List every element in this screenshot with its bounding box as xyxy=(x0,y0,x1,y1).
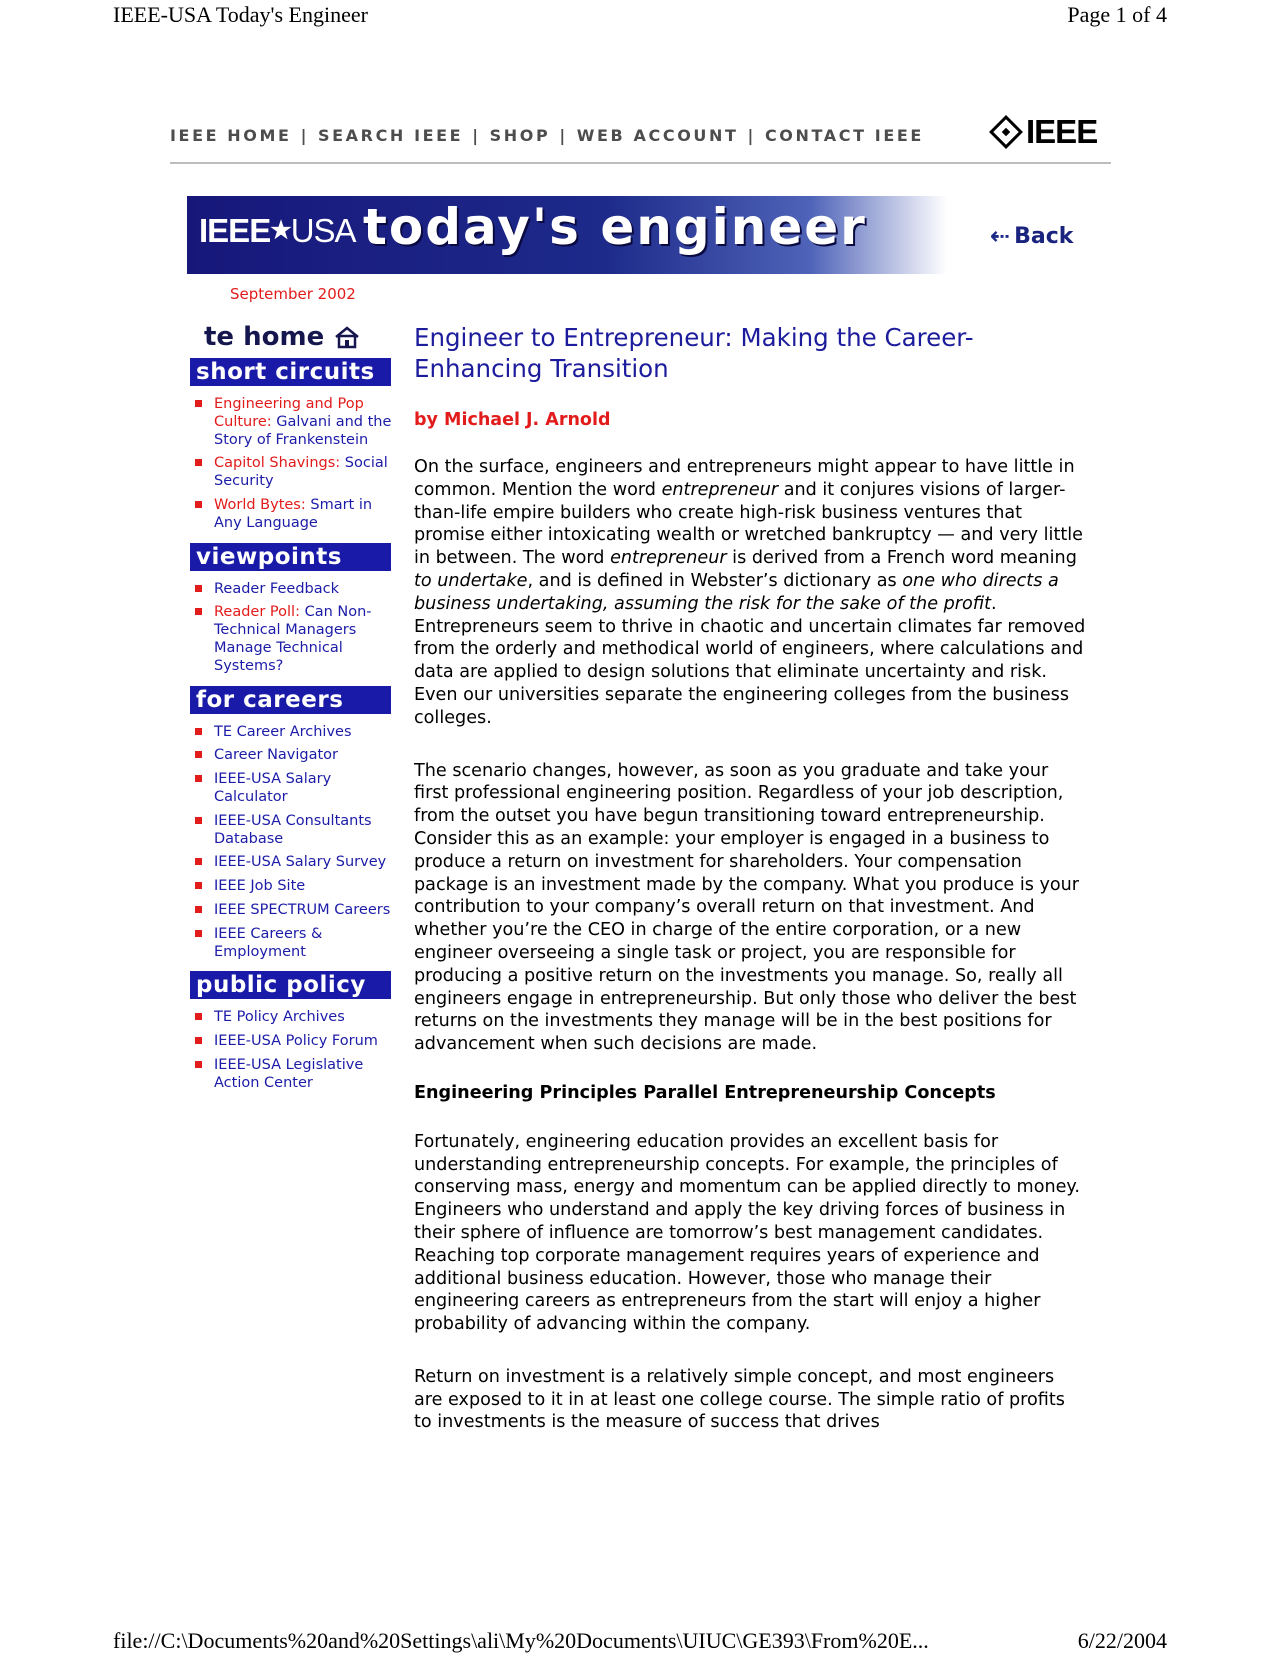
sidebar-link-policy-forum[interactable] xyxy=(190,1033,398,1051)
nav-divider xyxy=(170,162,1111,164)
star-icon: ★ xyxy=(270,217,291,244)
link-title: Smart in Any Language xyxy=(214,496,373,531)
back-label: Back xyxy=(1014,223,1074,249)
sidebar xyxy=(190,318,398,1103)
section-heading-public-policy: public policy xyxy=(190,971,391,999)
article-paragraph: The scenario changes, however, as soon as you graduate and take your first professional engineering position. Regardless of your job description, from the outset you have begun transitioning toward entrepreneurship. Consider this as an example: your employer is engaged in a business to produce a return on investment for shareholders. Your compensation package is an investment made by the company. What you produce is your contribution to your company’s overall return on that investment. And whether you’re the CEO in charge of the entire corporation, or a new engineer overseeing a single task or project, you are responsible for producing a positive return on the investments you manage. So, really all engineers engage in entrepreneurship. But only those who deliver the best returns on the investments they manage will be in the best positions for advancement when such decisions are made. xyxy=(414,760,1080,1055)
brand-usa: USA xyxy=(290,212,356,249)
short-circuits-list xyxy=(190,396,398,533)
link-title: IEEE-USA Legislative Action Center xyxy=(214,1056,364,1091)
back-arrow-icon: ⇠ xyxy=(990,222,1011,250)
link-title: IEEE-USA Salary Survey xyxy=(214,854,387,871)
sidebar-link-careers-employment[interactable] xyxy=(190,926,398,962)
link-kicker: World Bytes: xyxy=(214,496,311,513)
print-footer-path: file://C:\Documents%20and%20Settings\ali\My%20Documents\UIUC\GE393\From%20E... xyxy=(113,1628,929,1653)
nav-contact-ieee[interactable]: CONTACT IEEE xyxy=(764,126,924,145)
sidebar-link-te-career-archives[interactable] xyxy=(190,724,398,742)
link-title: IEEE SPECTRUM Careers xyxy=(214,901,391,918)
nav-separator: | xyxy=(300,126,310,145)
italic-run: entrepreneur xyxy=(661,479,779,500)
italic-run: to undertake xyxy=(414,570,528,591)
article-title: Engineer to Entrepreneur: Making the Career-Enhancing Transition xyxy=(414,323,974,383)
sidebar-link-pop-culture[interactable] xyxy=(190,396,398,449)
italic-run: entrepreneur xyxy=(610,548,727,569)
print-footer xyxy=(113,1628,1167,1658)
link-title: TE Career Archives xyxy=(214,723,352,740)
issue-date: September 2002 xyxy=(230,285,356,303)
link-title: IEEE-USA Salary Calculator xyxy=(214,771,332,805)
nav-ieee-home[interactable]: IEEE HOME xyxy=(170,126,292,145)
viewpoints-list xyxy=(190,581,398,676)
link-title: IEEE-USA Consultants Database xyxy=(214,812,372,847)
nav-shop[interactable]: SHOP xyxy=(489,126,551,145)
link-title: Can Non-Technical Managers Manage Technical Systems? xyxy=(214,604,372,674)
link-kicker: Reader Poll: xyxy=(214,604,305,621)
brand-ieee: IEEE xyxy=(199,212,271,249)
sidebar-link-career-navigator[interactable] xyxy=(190,747,398,765)
todays-engineer-banner xyxy=(187,196,947,274)
sidebar-link-te-policy-archives[interactable] xyxy=(190,1009,398,1027)
print-header-title: IEEE-USA Today's Engineer xyxy=(113,2,368,27)
sidebar-link-legislative-action-center[interactable] xyxy=(190,1057,398,1093)
article-paragraph: Fortunately, engineering education provides an excellent basis for understanding entrepreneurship concepts. For example, the principles of conserving mass, energy and momentum can be applied directly to money. Engineers who understand and apply the key driving forces of business in their sphere of influence are tomorrow’s best management candidates. Reaching top corporate management requires years of experience and additional business education. However, those who manage their engineering careers as entrepreneurs from the start will enjoy a higher probability of advancing within the company. xyxy=(414,1131,1080,1335)
article-byline: by Michael J. Arnold xyxy=(414,410,611,430)
ieee-logo[interactable] xyxy=(994,112,1114,152)
nav-search-ieee[interactable]: SEARCH IEEE xyxy=(318,126,464,145)
text-run: , and is defined in Webster’s dictionary as xyxy=(527,570,903,591)
top-navigation xyxy=(170,126,924,145)
text-run: . Entrepreneurs seem to thrive in chaotic and uncertain climates far removed from the orderly and methodical world of engineers, where calculations and data are applied to design solutions that eliminate uncertainty and risk. Even our universities separate the engineering colleges from the business colleges. xyxy=(414,593,1086,728)
link-title: TE Policy Archives xyxy=(214,1009,345,1026)
text-run: is derived from a French word meaning xyxy=(726,548,1077,569)
te-home-label: te home xyxy=(204,322,325,352)
section-heading-viewpoints: viewpoints xyxy=(190,543,391,571)
ieee-logo-text: IEEE xyxy=(1026,113,1098,150)
link-title: Social Security xyxy=(214,455,388,490)
article xyxy=(414,322,1086,1434)
nav-separator: | xyxy=(472,126,481,145)
banner-title: today's engineer xyxy=(363,198,867,256)
sidebar-link-job-site[interactable] xyxy=(190,878,398,896)
print-header-page: Page 1 of 4 xyxy=(1067,2,1167,27)
nav-web-account[interactable]: WEB ACCOUNT xyxy=(576,126,739,145)
te-home-link[interactable] xyxy=(204,318,398,356)
article-subheading: Engineering Principles Parallel Entrepreneurship Concepts xyxy=(414,1082,996,1103)
link-title: IEEE Job Site xyxy=(214,878,306,895)
print-header xyxy=(113,2,1167,32)
nav-separator: | xyxy=(747,126,756,145)
sidebar-link-consultants-database[interactable] xyxy=(190,813,398,849)
link-kicker: Engineering and Pop Culture: xyxy=(214,396,364,430)
text-run: On the surface, engineers and entrepreneurs might appear to have little in common. Mention the word xyxy=(414,457,1075,500)
italic-run: one who directs a business undertaking, assuming the risk for the sake of the profit xyxy=(414,570,1059,614)
section-heading-for-careers: for careers xyxy=(190,686,391,714)
sidebar-link-spectrum-careers[interactable] xyxy=(190,902,398,920)
article-paragraph xyxy=(414,456,1086,730)
link-title: Career Navigator xyxy=(214,747,339,764)
nav-separator: | xyxy=(559,126,568,145)
link-title: Galvani and the Story of Frankenstein xyxy=(214,413,392,448)
ieee-usa-brand xyxy=(199,212,356,250)
text-run: and it conjures visions of larger-than-life empire builders who create high-risk business ventures that promise either intoxicating wealth or wretched bankruptcy — and very little in between. The word xyxy=(414,479,1083,569)
article-paragraph: Return on investment is a relatively simple concept, and most engineers are exposed to it in at least one college course. The simple ratio of profits to investments is the measure of success that drives xyxy=(414,1366,1065,1433)
ieee-diamond-icon xyxy=(989,115,1023,149)
section-heading-short-circuits: short circuits xyxy=(190,358,391,386)
careers-list xyxy=(190,724,398,962)
back-button[interactable] xyxy=(990,222,1073,250)
sidebar-link-reader-feedback[interactable] xyxy=(190,581,398,599)
sidebar-link-world-bytes[interactable] xyxy=(190,497,398,533)
link-title: IEEE-USA Policy Forum xyxy=(214,1033,378,1050)
print-footer-date: 6/22/2004 xyxy=(1077,1628,1167,1653)
link-title: Reader Feedback xyxy=(214,580,339,597)
sidebar-link-salary-calculator[interactable] xyxy=(190,771,398,807)
sidebar-link-salary-survey[interactable] xyxy=(190,854,398,872)
house-icon xyxy=(334,325,360,349)
policy-list xyxy=(190,1009,398,1092)
sidebar-link-capitol-shavings[interactable] xyxy=(190,455,398,491)
link-kicker: Capitol Shavings: xyxy=(214,455,345,472)
sidebar-link-reader-poll[interactable] xyxy=(190,604,398,675)
link-title: IEEE Careers & Employment xyxy=(214,925,323,960)
